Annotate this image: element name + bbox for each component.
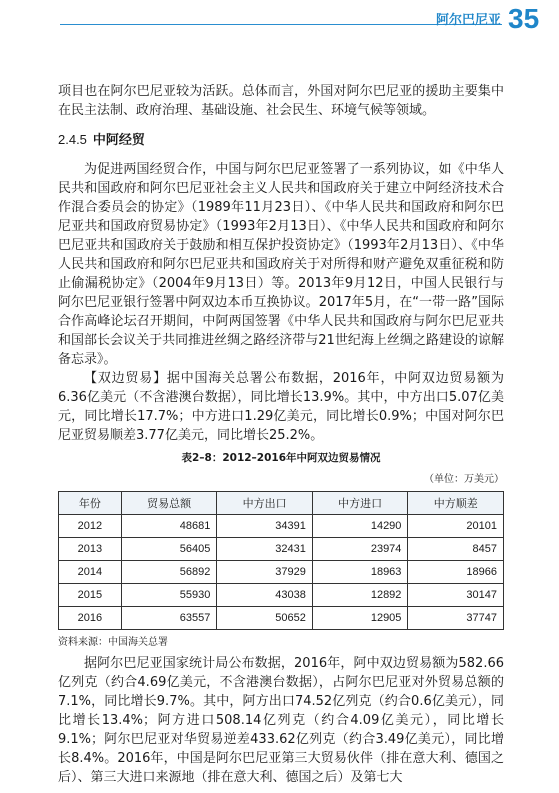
agreements-paragraph: 为促进两国经贸合作，中国与阿尔巴尼亚签署了一系列协议，如《中华人民共和国政府和阿尔巴尼亚社会主义人民共和国政府关于建立中阿经济技术合作混合委员会的协定》（1989年11月23日）、《中华人民共和国政府和阿尔巴尼亚共和国政府贸易协定》（1993年2月13日）、《中华人民共和国政府和阿尔巴尼亚共和国政府关于鼓励和相互保护投资协定》（1993年2月13日）、《中华人民共和国政府和阿尔巴尼亚共和国政府关于对所得和财产避免双重征税和防止偷漏税协定》（2004年9月13日）等。2013年9月12日，中国人民银行与阿尔巴尼亚银行签署中阿双边本币互换协议。2017年5月，在“一带一路”国际合作高峰论坛召开期间，中阿两国签署《中华人民共和国政府与阿尔巴尼亚共和国部长会议关于共同推进丝绸之路经济带与21世纪海上丝绸之路建设的谅解备忘录》。: [58, 162, 504, 367]
cell-total: 48681: [121, 515, 217, 538]
section-title: 中阿经贸: [92, 133, 145, 148]
cell-export: 37929: [217, 561, 313, 584]
cell-export: 43038: [217, 584, 313, 607]
cell-import: 12892: [312, 584, 408, 607]
cell-total: 56892: [121, 561, 217, 584]
cell-export: 32431: [217, 538, 313, 561]
column-header-year: 年份: [59, 492, 122, 515]
cell-surplus: 37747: [408, 607, 504, 630]
section-heading: [58, 130, 504, 150]
cell-total: 55930: [121, 584, 217, 607]
cell-year: 2012: [59, 515, 122, 538]
column-header-surplus: 中方顺差: [408, 492, 504, 515]
cell-year: 2013: [59, 538, 122, 561]
cell-surplus: 20101: [408, 515, 504, 538]
cell-year: 2015: [59, 584, 122, 607]
cell-surplus: 18966: [408, 561, 504, 584]
table-row: [59, 515, 504, 538]
table-row: [59, 607, 504, 630]
cell-surplus: 30147: [408, 584, 504, 607]
section-number: 2.4.5: [58, 132, 87, 147]
cell-export: 34391: [217, 515, 313, 538]
cell-import: 23974: [312, 538, 408, 561]
running-title: 阿尔巴尼亚: [435, 13, 501, 28]
trade-table: [58, 491, 504, 630]
cell-import: 12905: [312, 607, 408, 630]
table-caption: 表2–8：2012–2016年中阿双边贸易情况: [181, 452, 381, 464]
cell-export: 50652: [217, 607, 313, 630]
page-content: [58, 82, 504, 787]
table-header-row: [59, 492, 504, 515]
table-row: [59, 584, 504, 607]
table-unit: （单位：万美元）: [424, 474, 504, 485]
bilateral-trade-paragraph: 【双边贸易】据中国海关总署公布数据，2016年，中阿双边贸易额为6.36亿美元（不含港澳台数据），同比增长13.9%。其中，中方出口5.07亿美元，同比增长17.7%；中方进口1.29亿美元，同比增长0.9%；中国对阿尔巴尼亚贸易顺差3.77亿美元，同比增长25.2%。: [58, 371, 504, 443]
intro-paragraph: 项目也在阿尔巴尼亚较为活跃。总体而言，外国对阿尔巴尼亚的援助主要集中在民主法制、政府治理、基础设施、社会民生、环境气候等领域。: [58, 84, 504, 118]
column-header-import: 中方进口: [312, 492, 408, 515]
cell-import: 14290: [312, 515, 408, 538]
table-row: [59, 561, 504, 584]
table-row: [59, 538, 504, 561]
cell-total: 56405: [121, 538, 217, 561]
page-header: [0, 0, 559, 40]
cell-year: 2016: [59, 607, 122, 630]
cell-surplus: 8457: [408, 538, 504, 561]
page-number: 35: [508, 3, 540, 34]
cell-import: 18963: [312, 561, 408, 584]
column-header-total: 贸易总额: [121, 492, 217, 515]
table-source: 资料来源：中国海关总署: [58, 637, 168, 648]
cell-total: 63557: [121, 607, 217, 630]
cell-year: 2014: [59, 561, 122, 584]
albania-stats-paragraph: 据阿尔巴尼亚国家统计局公布数据，2016年，阿中双边贸易额为582.66亿列克（约合4.69亿美元，不含港澳台数据），占阿尔巴尼亚对外贸易总额的7.1%，同比增长9.7%。其中，阿方出口74.52亿列克（约合0.6亿美元），同比增长13.4%；阿方进口508.14亿列克（约合4.09亿美元），同比增长9.1%；阿尔巴尼亚对华贸易逆差433.62亿列克（约合3.49亿美元），同比增长8.4%。2016年，中国是阿尔巴尼亚第三大贸易伙伴（排在意大利、德国之后）、第三大进口来源地（排在意大利、德国之后）及第七大: [58, 656, 504, 785]
column-header-export: 中方出口: [217, 492, 313, 515]
